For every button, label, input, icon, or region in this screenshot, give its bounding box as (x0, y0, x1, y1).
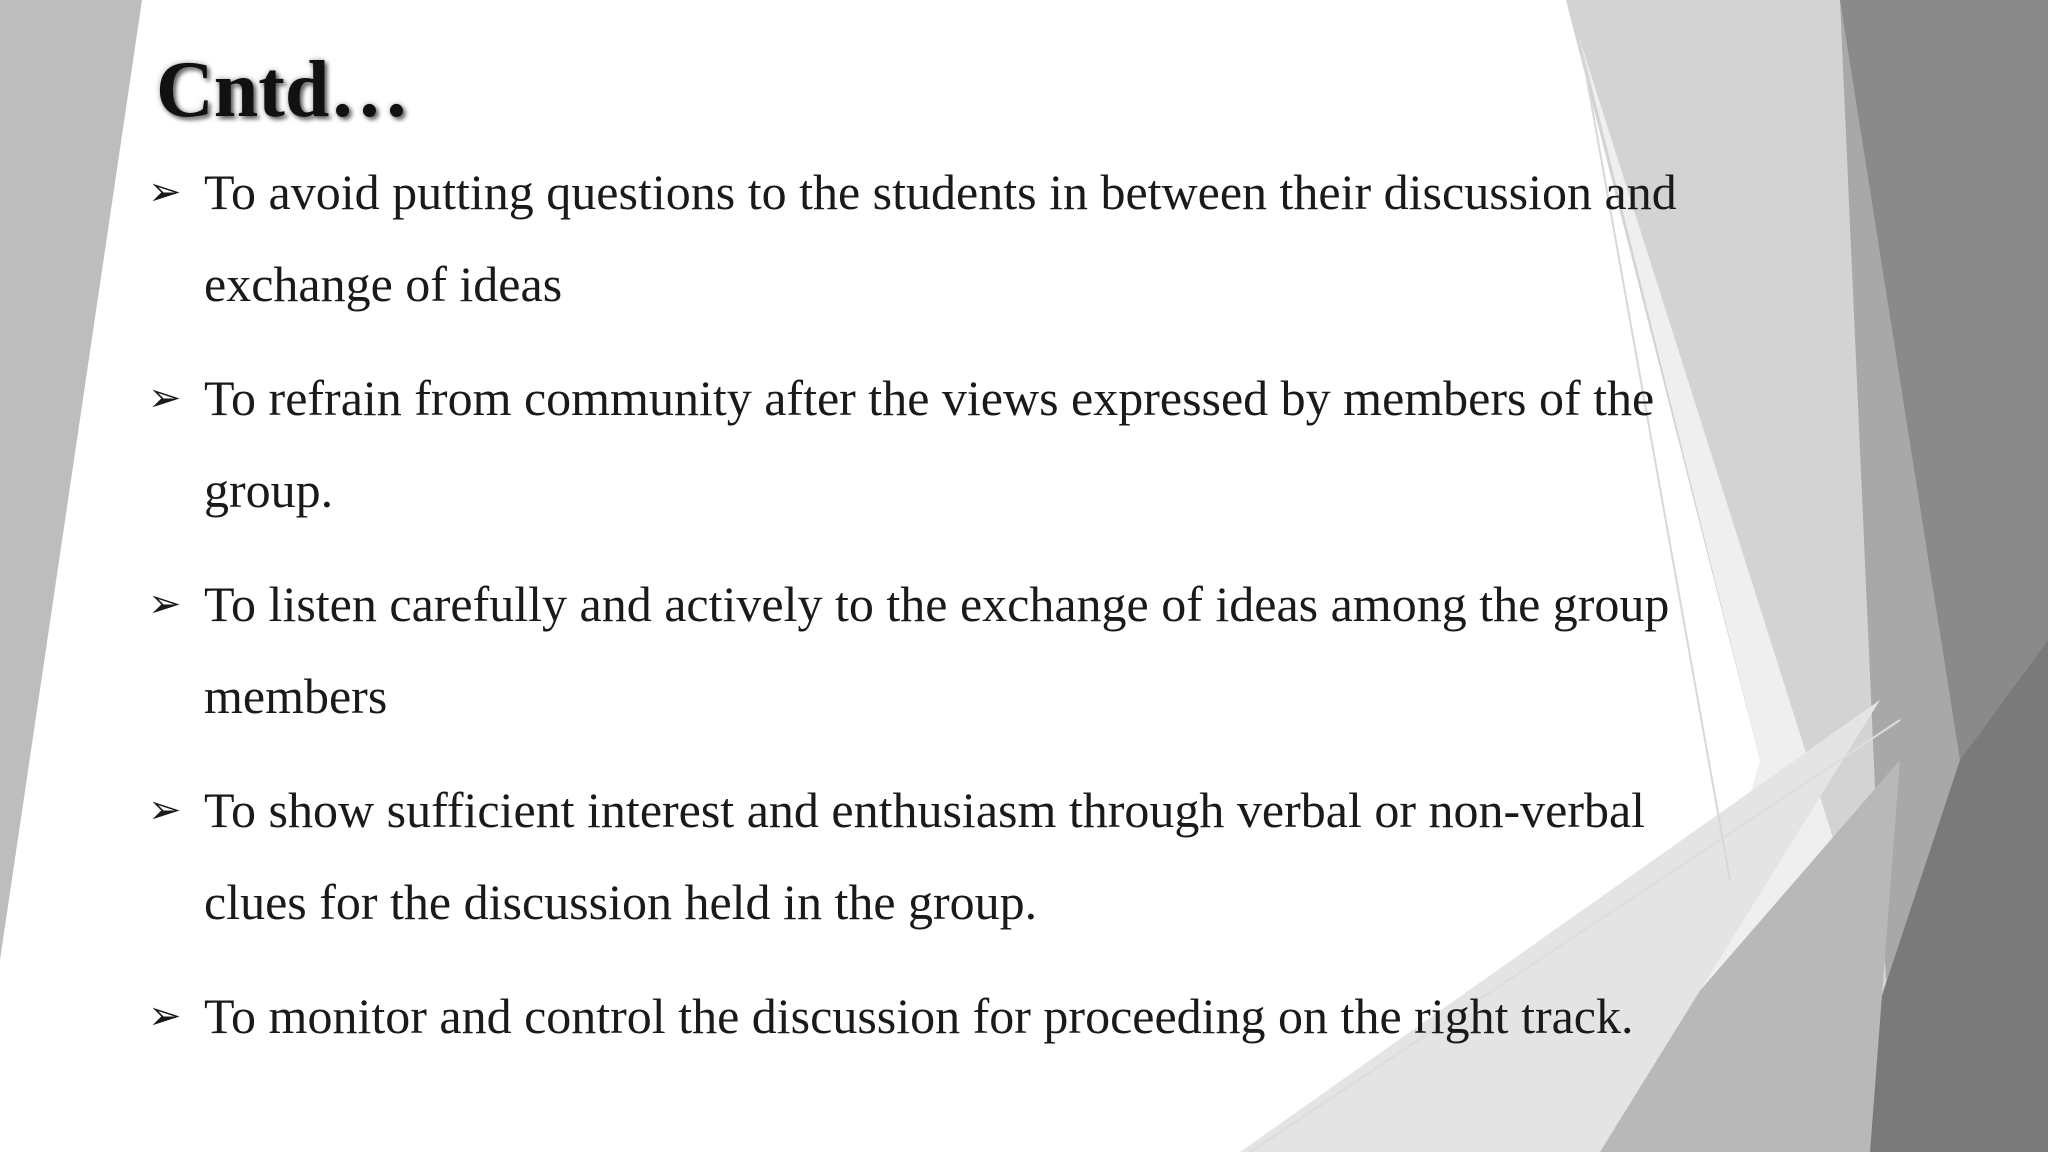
arrowhead-bullet-icon: ➢ (148, 581, 182, 627)
bullet-item (148, 764, 1728, 948)
arrowhead-bullet-icon: ➢ (148, 993, 182, 1039)
slide-title: Cntd… (156, 46, 410, 134)
arrowhead-bullet-icon: ➢ (148, 169, 182, 215)
bullet-item (148, 352, 1728, 536)
bullet-text: To avoid putting questions to the students in between their discussion and exchange of ideas (204, 164, 1677, 312)
bullet-list (148, 146, 1728, 1084)
bullet-text: To monitor and control the discussion for proceeding on the right track. (204, 988, 1634, 1044)
bullet-text: To refrain from community after the views expressed by members of the group. (204, 370, 1655, 518)
bullet-item (148, 558, 1728, 742)
bullet-text: To listen carefully and actively to the exchange of ideas among the group members (204, 576, 1670, 724)
bullet-item (148, 146, 1728, 330)
arrowhead-bullet-icon: ➢ (148, 375, 182, 421)
left-wedge-shape (0, 0, 142, 960)
bullet-item (148, 970, 1728, 1062)
bullet-text: To show sufficient interest and enthusiasm through verbal or non-verbal clues for the discussion held in the group. (204, 782, 1646, 930)
arrowhead-bullet-icon: ➢ (148, 787, 182, 833)
